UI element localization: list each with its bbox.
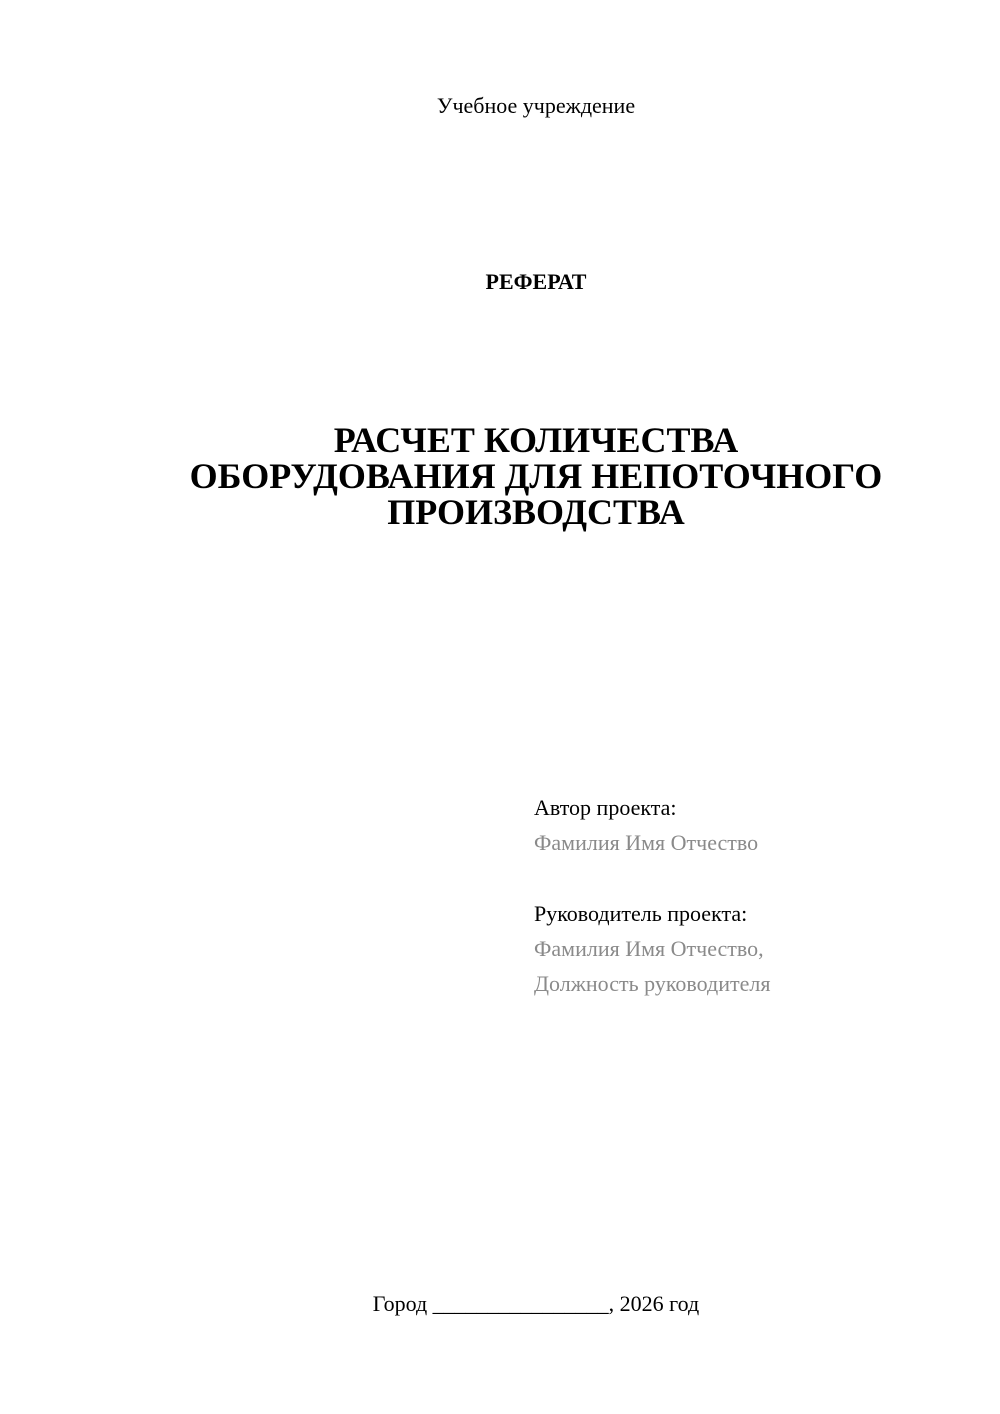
- title-line-2: ОБОРУДОВАНИЯ ДЛЯ НЕПОТОЧНОГО: [189, 456, 883, 496]
- supervisor-position: Должность руководителя: [534, 971, 771, 996]
- author-label: Автор проекта:: [534, 795, 677, 820]
- author-name: Фамилия Имя Отчество: [534, 830, 759, 855]
- title-line-1: РАСЧЕТ КОЛИЧЕСТВА: [333, 420, 739, 460]
- supervisor-label: Руководитель проекта:: [534, 901, 748, 926]
- document-type: РЕФЕРАТ: [485, 269, 587, 294]
- credits-spacer: [534, 860, 974, 896]
- credits-block: [534, 790, 974, 1001]
- city-year-line: Город ________________, 2026 год: [372, 1291, 700, 1316]
- institution-name: Учебное учреждение: [436, 93, 636, 118]
- document-title: [120, 422, 952, 530]
- title-line-3: ПРОИЗВОДСТВА: [387, 492, 685, 532]
- supervisor-name: Фамилия Имя Отчество,: [534, 936, 764, 961]
